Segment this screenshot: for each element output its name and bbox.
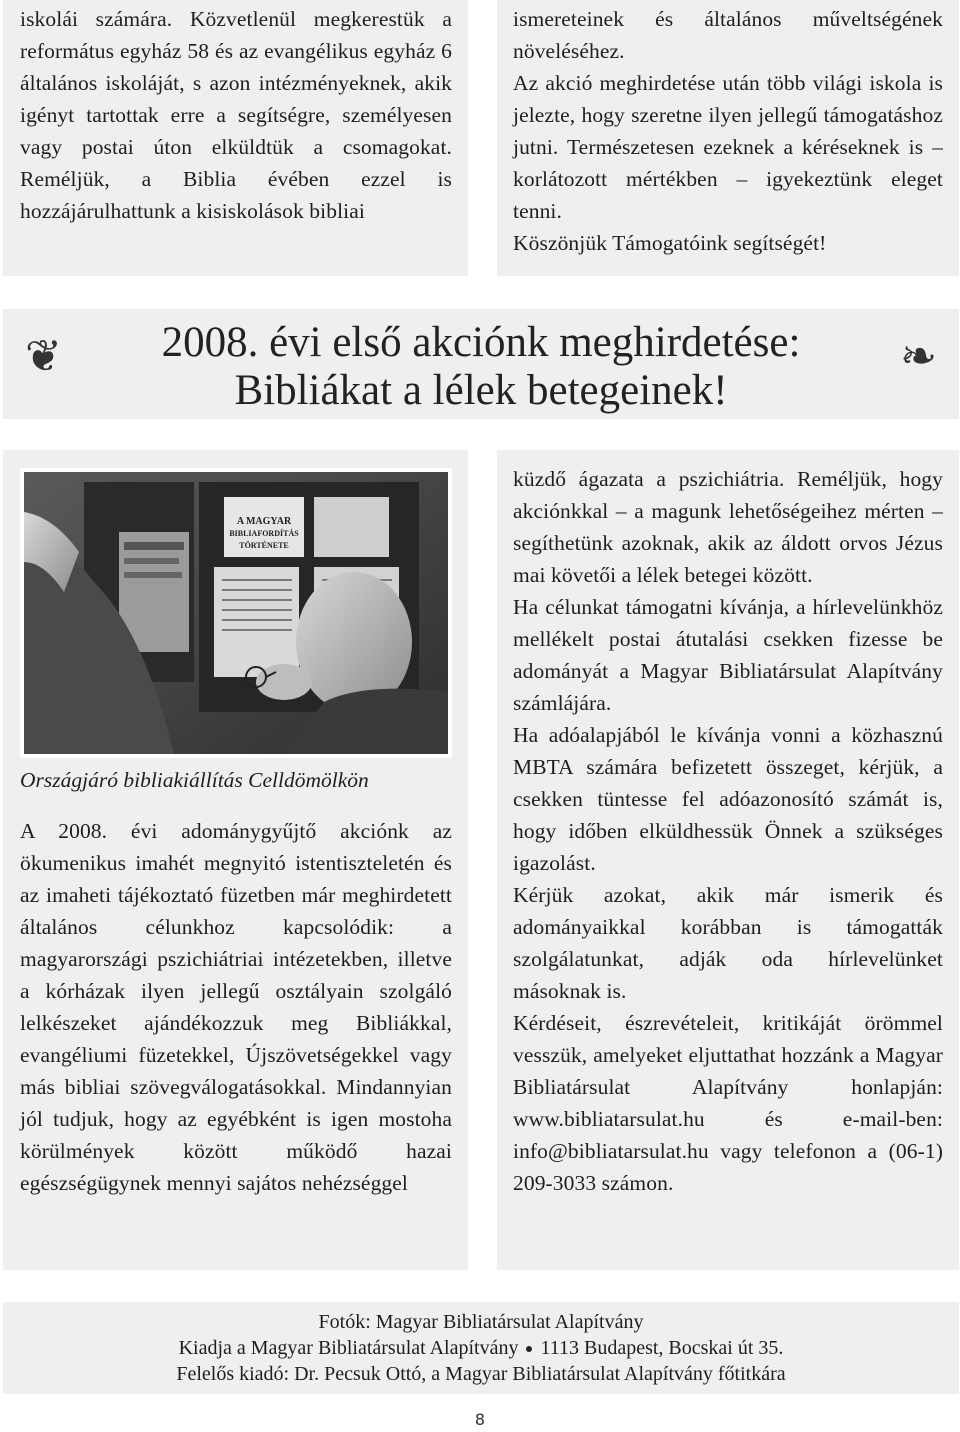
top-right-paragraph-1: ismereteinek és általános műveltségének növeléséhez. xyxy=(513,7,943,63)
top-right-paragraph-2: Az akció meghirdetése után több világi iskola is jelezte, hogy szeretne ilyen jellegű támogatáshoz jutni. Természetesen ezeknek a kéréseknek is – korlátozott mértékben – igyekeztünk eleget tenni. xyxy=(513,71,943,223)
article-right-paragraph-1: küzdő ágazata a pszichiátria. Reméljük, hogy akciónkkal – a magunk lehetőségeihez mérten – segíthetünk azoknak, akik az áldott orvos Jézus mai követői a lélek betegei között. xyxy=(513,467,943,587)
article-right-paragraph-3: Ha adóalapjából le kívánja vonni a közhasznú MBTA számára befizetett összeget, kérjük, a csekken tüntesse fel adóazonosító számát is, hogy időben elküldhessük Önnek a szükséges igazolást. xyxy=(513,723,943,875)
headline xyxy=(83,319,879,415)
responsible-publisher: Felelős kiadó: Dr. Pecsuk Ottó, a Magyar Bibliatársulat Alapítvány főtitkára xyxy=(176,1363,786,1385)
photo-caption: Országjáró bibliakiállítás Celldömölkön xyxy=(20,768,369,792)
article-right-column xyxy=(497,450,959,1270)
publisher-address: 1113 Budapest, Bocskai út 35. xyxy=(540,1337,784,1359)
sign-line-2: BIBLIAFORDÍTÁS xyxy=(229,529,299,538)
photo-credit: Fotók: Magyar Bibliatársulat Alapítvány xyxy=(318,1311,644,1333)
article-left-body xyxy=(20,815,452,1199)
fleuron-left-icon: ❦ xyxy=(25,331,62,382)
top-left-paragraph: iskolái számára. Közvetlenül megkerestük a református egyház 58 és az evangélikus egyház 6 általános iskoláját, s azon intézményeknek, akik igényt tartottak erre a segítségre, személyesen vagy postai úton elküldtük a csomagokat. Reméljük, a Biblia évében ezzel is hozzájárulhattunk a kisiskolások bibliai xyxy=(20,7,452,223)
article-left-paragraph: A 2008. évi adománygyűjtő akciónk az ökumenikus imahét megnyitó istentiszteletén és az imaheti tájékoztató füzetben már meghirdetett általános célunkhoz kapcsolódik: a magyarországi pszichiátriai intézetekben, illetve a kórházak ilyen jellegű osztályain szolgáló lelkészeket ajándékozzuk meg Bibliákkal, evangéliumi füzetekkel, Újszövetségekkel vagy más bibliai szövegválogatásokkal. Mindannyian jól tudjuk, hogy az egyébként is igen mostoha körülmények között működő hazai egészségügynek mennyi sajátos nehézséggel xyxy=(20,819,452,1195)
exhibition-photo xyxy=(20,468,452,758)
headline-line-2: Bibliákat a lélek betegeinek! xyxy=(234,367,728,414)
article-right-paragraph-5: Kérdéseit, észrevételeit, kritikáját örömmel vesszük, amelyeket eljuttathat hozzánk a Magyar Bibliatársulat Alapítvány honlapján: www.bibliatarsulat.hu és e-mail-ben: info@bibliatarsulat.hu vagy telefonon a (06-1) 209-3033 számon. xyxy=(513,1011,943,1195)
article-right-paragraph-2: Ha célunkat támogatni kívánja, a hírlevelünkhöz mellékelt postai átutalási csekken fizesse be adományát a Magyar Bibliatársulat Alapítvány számlájára. xyxy=(513,595,943,715)
exhibition-photo-image xyxy=(24,472,448,754)
article-right-body xyxy=(513,463,943,1199)
top-right-column xyxy=(497,0,959,276)
publisher-line xyxy=(3,1335,959,1361)
page-number: 8 xyxy=(474,1410,486,1429)
top-left-column xyxy=(3,0,468,276)
sign-line-1: A MAGYAR xyxy=(236,516,292,527)
article-right-paragraph-4: Kérjük azokat, akik már ismerik és adományaikkal korábban is támogatták szolgálatunkat, adják oda hírlevelünket másoknak is. xyxy=(513,883,943,1003)
bullet-separator-icon xyxy=(526,1346,532,1352)
article-left-column xyxy=(3,450,468,1270)
publisher-name: Kiadja a Magyar Bibliatársulat Alapítvány xyxy=(178,1337,519,1359)
headline-line-1: 2008. évi első akciónk meghirdetése: xyxy=(161,319,801,366)
sign-line-3: TÖRTÉNETE xyxy=(239,541,289,550)
fleuron-right-icon: ❧ xyxy=(900,331,937,382)
imprint-footer xyxy=(3,1302,959,1394)
thanks-line: Köszönjük Támogatóink segítségét! xyxy=(513,231,827,255)
headline-banner xyxy=(3,309,959,419)
